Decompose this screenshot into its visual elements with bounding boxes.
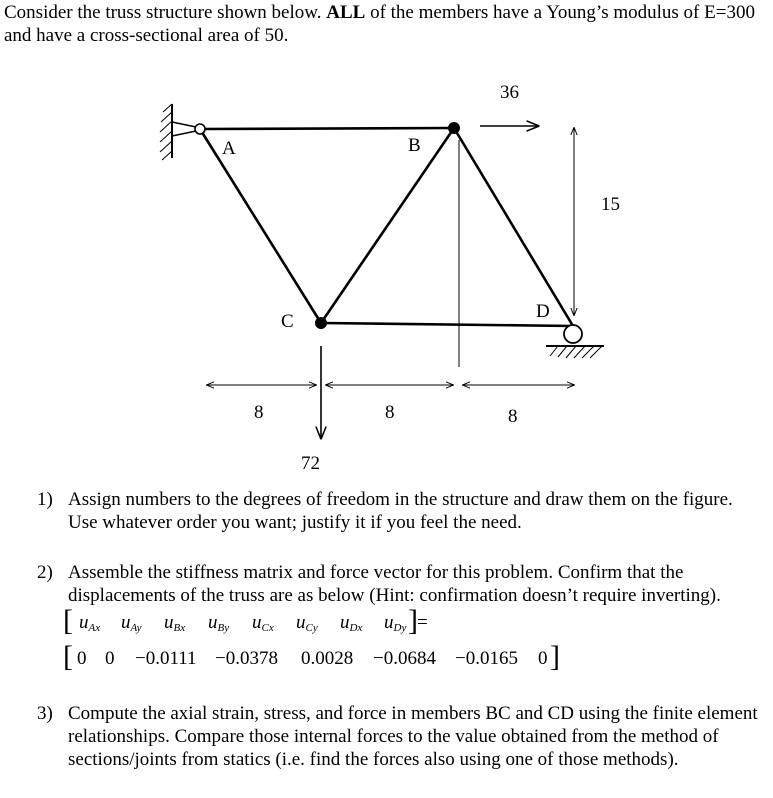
dof-symbol: $u_{Ax}$ <box>79 612 101 634</box>
joint-c <box>315 317 327 329</box>
question-number: 1) <box>37 489 53 510</box>
question-text: Assign numbers to the degrees of freedom in the structure and draw them on the figure. Use whatever order you want; justify it if you feel the need. <box>68 489 733 533</box>
span-dimension-label-3: 8 <box>508 406 518 427</box>
node-label-a: A <box>222 138 236 159</box>
equals-sign: = <box>417 612 428 633</box>
member-cd <box>321 323 573 326</box>
member-ac <box>200 129 321 323</box>
question-number: 3) <box>37 703 53 724</box>
question-text: Compute the axial strain, stress, and force in members BC and CD using the finite element relationships. Compare those internal forces to the value obtained from the method of sections/joints from statics (i.e. find the forces also using one of those methods). <box>68 703 758 770</box>
dof-symbol: $u_{Bx}$ <box>164 612 186 634</box>
dof-symbol: $u_{By}$ <box>208 612 230 634</box>
load-72-label: 72 <box>301 453 320 474</box>
intro-bold: ALL <box>326 2 366 23</box>
dof-value: 0 <box>105 648 115 669</box>
displacement-values: [ 0 0 −0.0111 −0.0378 0.0028 −0.0684 −0.0165 0 ] <box>63 640 560 673</box>
dof-value: −0.0111 <box>135 648 197 669</box>
node-label-c: C <box>281 311 294 332</box>
displacement-symbols: [ $u_{Ax}$ $u_{Ay}$ $u_{Bx}$ $u_{By}$ $u_{Cx}$ $u_{Cy}$ $u_{Dx}$ $u_{Dy}$ ] = <box>63 604 428 637</box>
intro-text-1: Consider the truss structure shown below. <box>4 2 322 23</box>
dof-value: −0.0684 <box>373 648 436 669</box>
load-36-label: 36 <box>500 82 519 103</box>
intro-text-2: of the members have a Young’s modulus of E=300 and have a cross-sectional area of 50. <box>4 2 755 46</box>
question-2 <box>37 561 767 607</box>
joint-b <box>448 122 460 134</box>
member-bd <box>454 128 573 326</box>
dof-symbol: $u_{Dy}$ <box>384 612 407 634</box>
span-dimension-label-1: 8 <box>254 402 264 423</box>
dof-symbol: $u_{Ay}$ <box>121 612 142 634</box>
member-ab <box>200 128 454 129</box>
question-1 <box>37 488 767 534</box>
span-dimension-label-2: 8 <box>385 402 395 423</box>
question-3 <box>37 702 767 771</box>
dof-value: 0.0028 <box>301 648 354 669</box>
pin-support-a <box>160 104 205 160</box>
dof-value: 0 <box>538 648 548 669</box>
dof-symbol: $u_{Dx}$ <box>340 612 363 634</box>
dof-value: −0.0165 <box>455 648 518 669</box>
truss-members <box>200 128 573 326</box>
dof-symbol: $u_{Cx}$ <box>252 612 274 634</box>
roller-support-d <box>546 325 604 358</box>
node-label-b: B <box>408 135 421 156</box>
question-text: Assemble the stiffness matrix and force vector for this problem. Confirm that the displacements of the truss are as below (Hint: confirmation doesn’t require inverting). <box>68 562 721 606</box>
node-label-d: D <box>536 301 550 322</box>
dof-value: 0 <box>77 648 87 669</box>
dof-symbol: $u_{Cy}$ <box>296 612 318 634</box>
height-dimension-label: 15 <box>601 194 620 215</box>
member-bc <box>321 128 454 323</box>
dof-value: −0.0378 <box>215 648 278 669</box>
question-number: 2) <box>37 562 53 583</box>
